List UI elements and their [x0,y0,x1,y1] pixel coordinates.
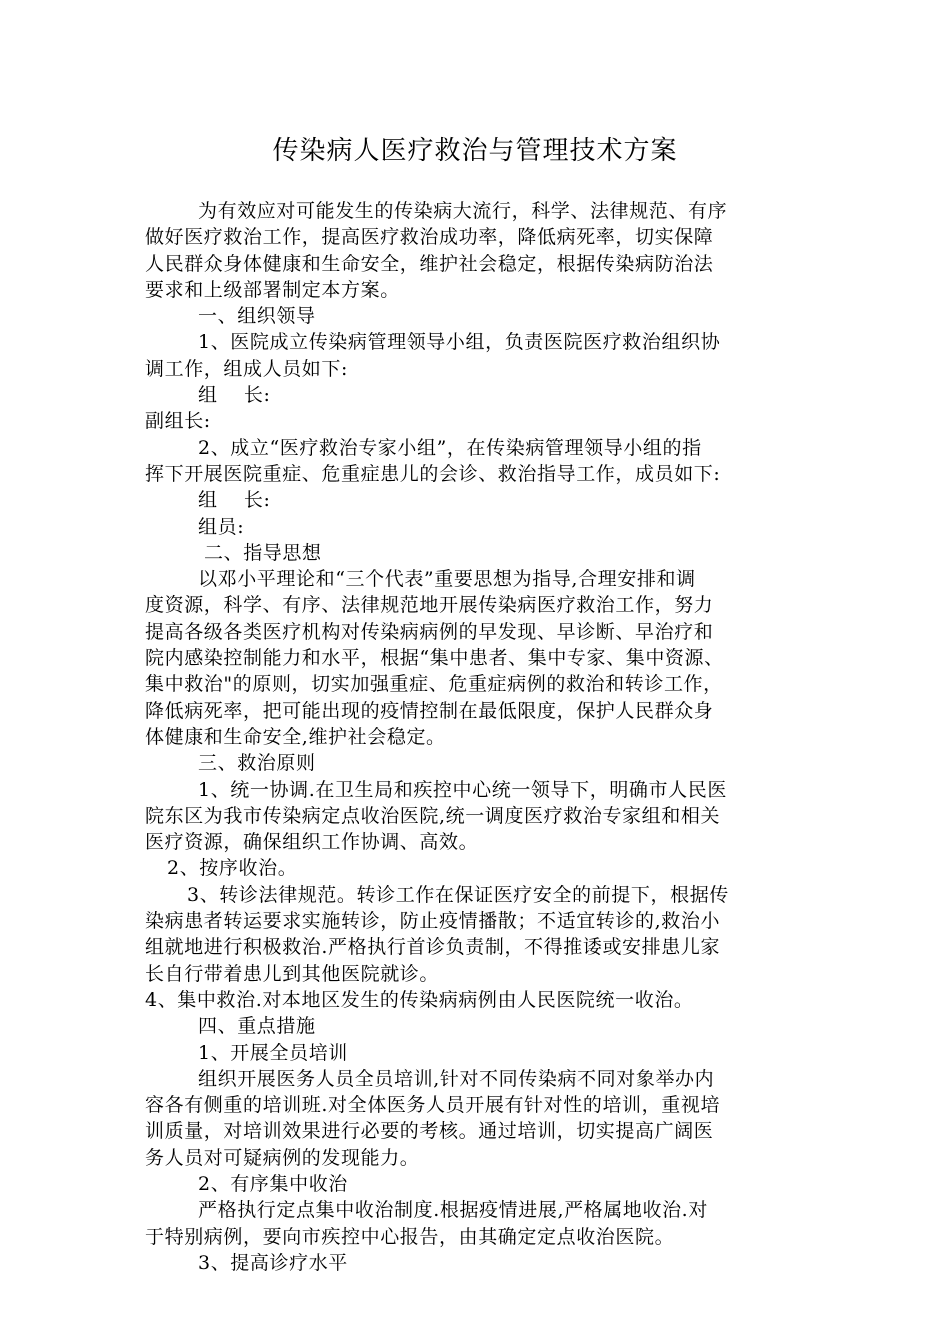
paragraph-line: 1、医院成立传染病管理领导小组，负责医院医疗救治组织协 [198,331,721,354]
subsection-heading: 3、提高诊疗水平 [198,1251,348,1274]
section-heading: 二、指导思想 [204,541,322,564]
paragraph-line: 院内感染控制能力和水平，根据“集中患者、集中专家、集中资源、 [145,647,724,670]
paragraph-line: 集中救治"的原则，切实加强重症、危重症病例的救治和转诊工作， [145,673,723,696]
paragraph-line: 4、集中救治.对本地区发生的传染病病例由人民医院统一收治。 [145,988,694,1011]
paragraph-line: 人民群众身体健康和生命安全，维护社会稳定，根据传染病防治法 [145,252,714,275]
paragraph-line: 医疗资源，确保组织工作协调、高效。 [145,831,479,854]
field-label: 组员: [198,515,245,538]
section-heading: 一、组织领导 [198,305,316,328]
paragraph-line: 容各有侧重的培训班.对全体医务人员开展有针对性的培训，重视培 [145,1094,721,1117]
document-title: 传染病人医疗救治与管理技术方案 [272,136,678,166]
paragraph-line: 3、转诊法律规范。转诊工作在保证医疗安全的前提下，根据传 [187,883,729,906]
paragraph-line: 于特别病例，要向市疾控中心报告，由其确定定点收治医院。 [145,1225,675,1248]
paragraph-line: 染病患者转运要求实施转诊，防止疫情播散；不适宜转诊的,救治小 [145,910,721,933]
section-heading: 三、救治原则 [198,752,316,775]
paragraph-line: 要求和上级部署制定本方案。 [145,278,400,301]
paragraph-line: 务人员对可疑病例的发现能力。 [145,1146,420,1169]
paragraph-line: 严格执行定点集中收治制度.根据疫情进展,严格属地收治.对 [198,1199,708,1222]
paragraph-line: 以邓小平理论和“三个代表”重要思想为指导,合理安排和调 [198,568,696,591]
paragraph-line: 1、统一协调.在卫生局和疾控中心统一领导下，明确市人民医 [198,778,727,801]
paragraph-line: 度资源，科学、有序、法律规范地开展传染病医疗救治工作，努力 [145,594,714,617]
paragraph-line: 2、成立“医疗救治专家小组”，在传染病管理领导小组的指 [198,436,702,459]
paragraph-line: 组织开展医务人员全员培训,针对不同传染病不同对象举办内 [198,1067,715,1090]
paragraph-line: 挥下开展医院重症、危重症患儿的会诊、救治指导工作，成员如下: [145,462,721,485]
paragraph-line: 降低病死率，把可能出现的疫情控制在最低限度，保护人民群众身 [145,699,714,722]
paragraph-line: 提高各级各类医疗机构对传染病病例的早发现、早诊断、早治疗和 [145,620,714,643]
paragraph-line: 做好医疗救治工作，提高医疗救治成功率，降低病死率，切实保障 [145,226,714,249]
subsection-heading: 1、开展全员培训 [198,1041,348,1064]
subsection-heading: 2、有序集中收治 [198,1172,348,1195]
paragraph-line: 长自行带着患儿到其他医院就诊。 [145,962,440,985]
field-label: 副组长: [145,410,211,433]
paragraph-line: 为有效应对可能发生的传染病大流行，科学、法律规范、有序 [198,200,728,222]
section-heading: 四、重点措施 [198,1015,316,1038]
paragraph-line: 调工作，组成人员如下: [145,357,349,380]
paragraph-line: 训质量，对培训效果进行必要的考核。通过培训，切实提高广阔医 [145,1120,714,1143]
paragraph-line: 院东区为我市传染病定点收治医院,统一调度医疗救治专家组和相关 [145,804,721,827]
paragraph-line: 2、按序收治。 [167,857,298,880]
paragraph-line: 体健康和生命安全,维护社会稳定。 [145,725,446,748]
paragraph-line: 组就地进行积极救治.严格执行首诊负责制，不得推诿或安排患儿家 [145,936,721,959]
document-body [145,198,813,1276]
field-label: 组 长: [198,384,271,407]
field-label: 组 长: [198,489,271,512]
